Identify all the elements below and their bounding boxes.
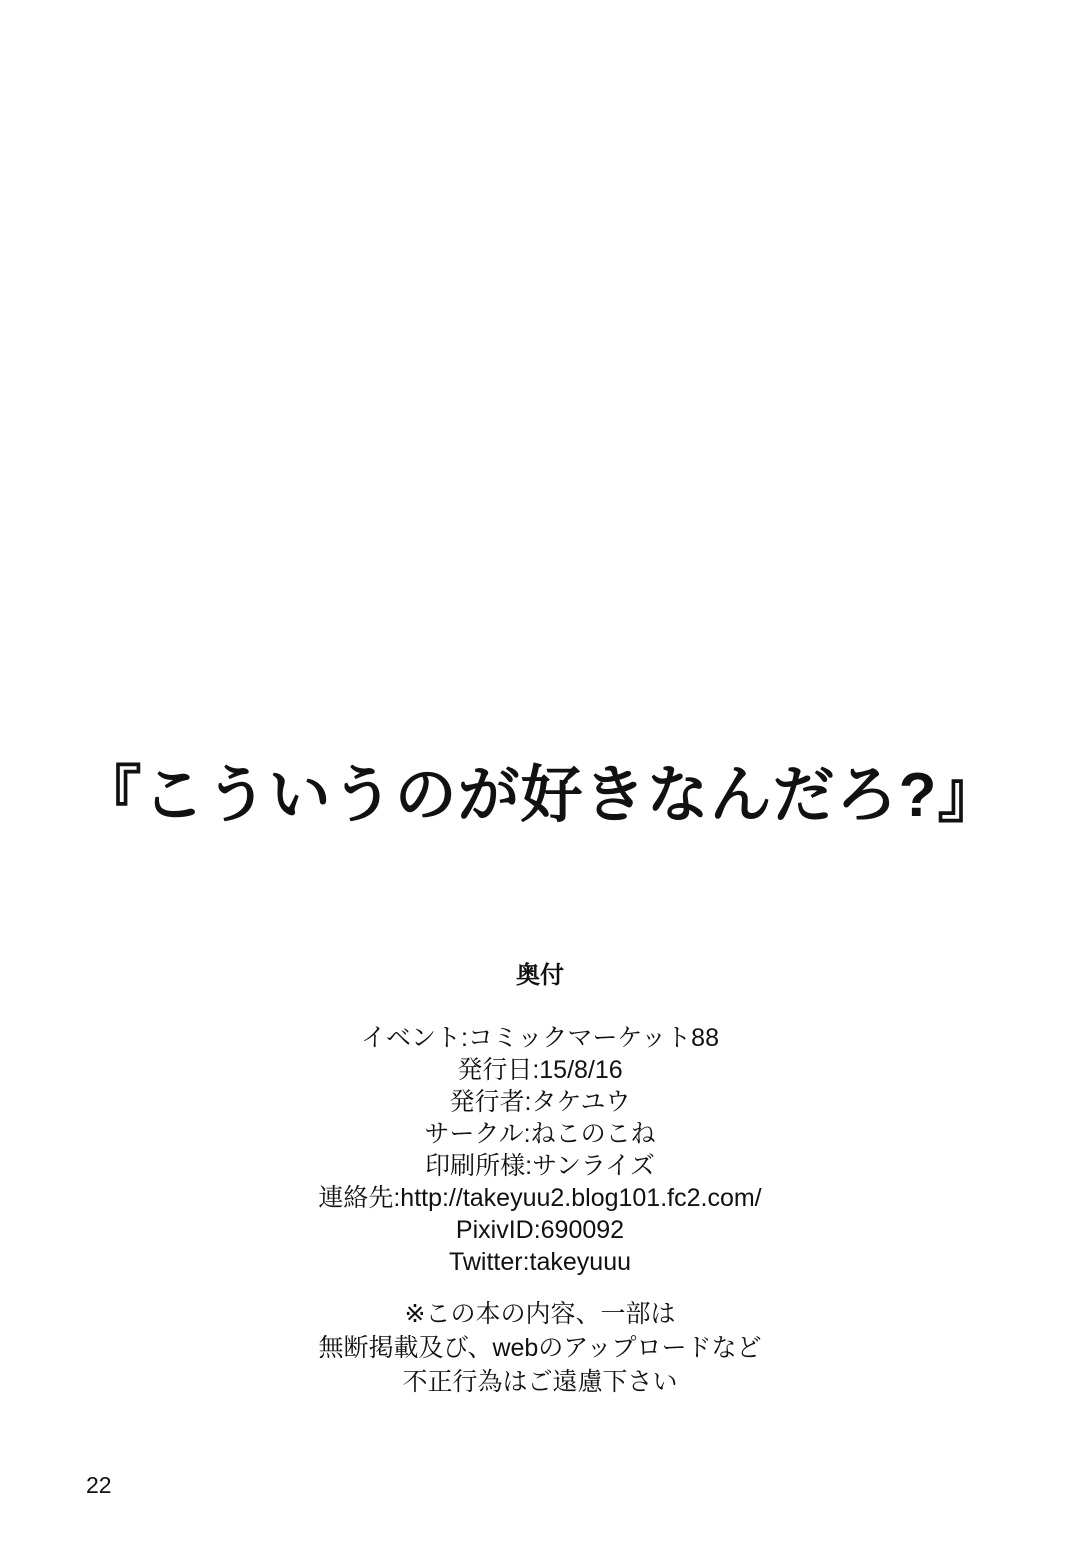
page-number: 22 (86, 1472, 112, 1498)
notice-line: 無断掲載及び、webのアップロードなど (318, 1334, 762, 1362)
colophon-line-contact: 連絡先:http://takeyuu2.blog101.fc2.com/ (318, 1184, 762, 1212)
usage-notice (0, 1297, 1080, 1399)
colophon-line: 発行日:15/8/16 (457, 1056, 623, 1084)
notice-line: ※この本の内容、一部は (404, 1300, 676, 1328)
page-title: 『こういうのが好きなんだろ?』 (79, 761, 1001, 830)
colophon-line: 発行者:タケユウ (449, 1088, 631, 1116)
colophon-details (0, 1022, 1080, 1278)
colophon-line: イベント:コミックマーケット88 (360, 1024, 719, 1052)
colophon-line: サークル:ねこのこね (424, 1120, 656, 1148)
colophon-heading: 奥付 (516, 962, 564, 989)
colophon-line-pixiv: PixivID:690092 (455, 1216, 625, 1244)
colophon-line: 印刷所様:サンライズ (425, 1152, 655, 1180)
colophon-line-twitter: Twitter:takeyuuu (448, 1248, 632, 1276)
notice-line: 不正行為はご遠慮下さい (402, 1368, 678, 1396)
